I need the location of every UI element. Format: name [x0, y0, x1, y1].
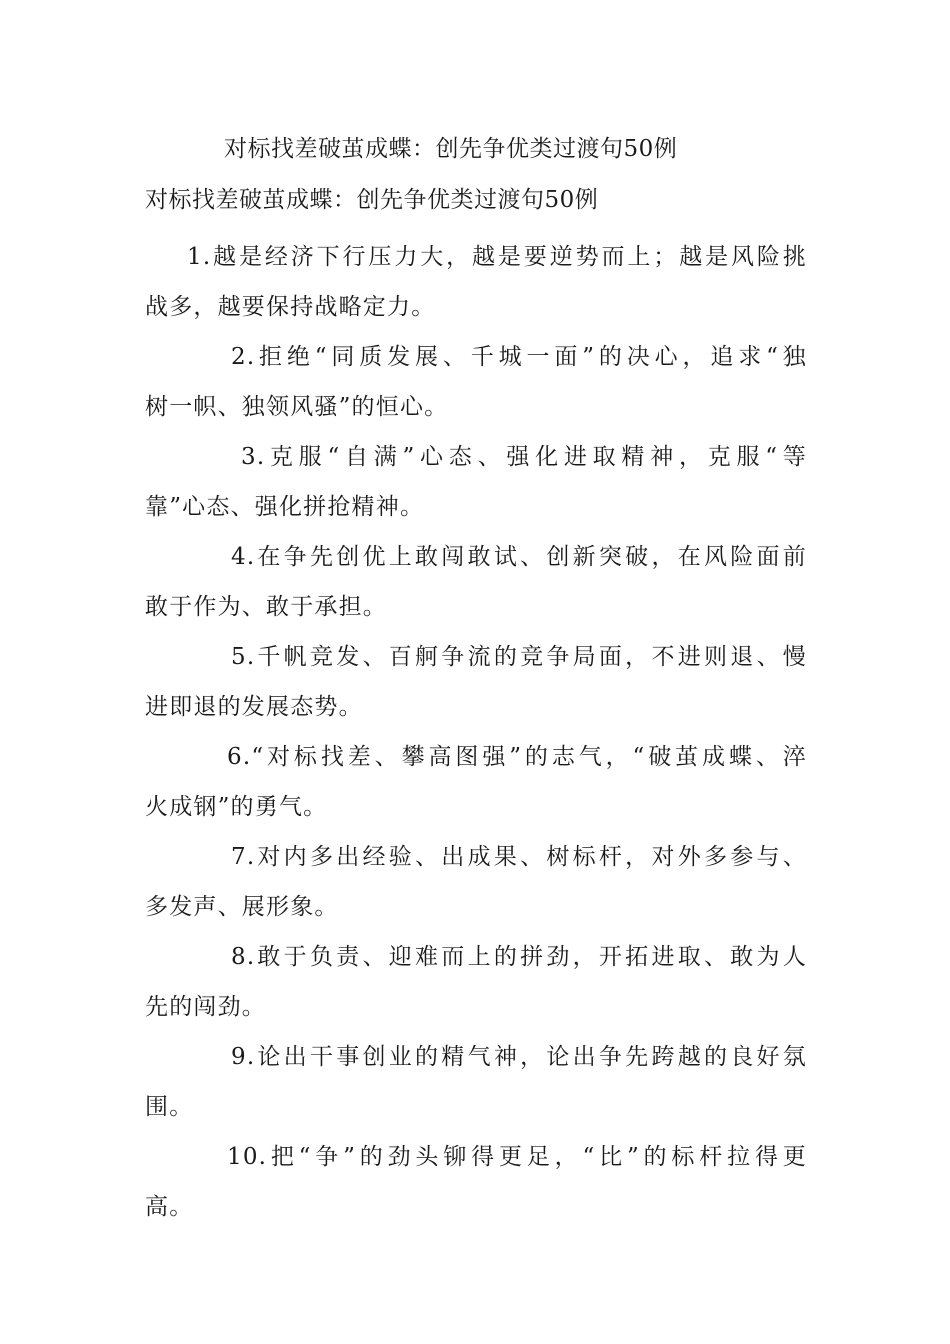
- item-line-1: 1.越是经济下行压力大，越是要逆势而上；越是风险挑: [187, 244, 807, 270]
- list-item: [145, 832, 807, 882]
- item-line-1: 8.敢于负责、迎难而上的拼劲，开拓进取、敢为人: [231, 944, 807, 970]
- list-item: [145, 682, 807, 732]
- list-item: [145, 932, 807, 982]
- item-line-1: 4.在争先创优上敢闯敢试、创新突破，在风险面前: [231, 544, 807, 570]
- list-item: [145, 282, 807, 332]
- item-line-1: 9.论出干事创业的精气神，论出争先跨越的良好氛: [231, 1044, 807, 1070]
- item-line-1: 5.千帆竞发、百舸争流的竞争局面，不进则退、慢: [231, 644, 807, 670]
- list-item: [145, 782, 807, 832]
- item-line-1: 2.拒绝“同质发展、千城一面”的决心，追求“独: [231, 344, 807, 370]
- list-item: [145, 582, 807, 632]
- list-item: [145, 482, 807, 532]
- list-item: [145, 1082, 807, 1132]
- list-item: [145, 1182, 807, 1232]
- item-line-1: 6.“对标找差、攀高图强”的志气，“破茧成蝶、淬: [227, 744, 807, 770]
- document-title: 对标找差破茧成蝶：创先争优类过渡句50例: [224, 136, 678, 162]
- item-line-1: 7.对内多出经验、出成果、树标杆，对外多参与、: [231, 844, 807, 870]
- item-line-2: 先的闯劲。: [145, 994, 266, 1020]
- list-item: [145, 1032, 807, 1082]
- item-line-2: 火成钢”的勇气。: [145, 794, 328, 820]
- item-line-1: 10.把“争”的劲头铆得更足，“比”的标杆拉得更: [227, 1144, 807, 1170]
- list-item: [145, 232, 807, 282]
- item-list: [145, 232, 807, 1232]
- list-item: [145, 532, 807, 582]
- item-line-2: 围。: [145, 1094, 194, 1120]
- document-subtitle: 对标找差破茧成蝶：创先争优类过渡句50例: [145, 187, 599, 213]
- list-item: [145, 332, 807, 382]
- item-line-2: 高。: [145, 1194, 194, 1220]
- item-line-1: 3.克服“自满”心态、强化进取精神，克服“等: [241, 444, 807, 470]
- list-item: [145, 432, 807, 482]
- item-line-2: 进即退的发展态势。: [145, 694, 363, 720]
- item-line-2: 战多，越要保持战略定力。: [145, 294, 436, 320]
- list-item: [145, 732, 807, 782]
- list-item: [145, 632, 807, 682]
- list-item: [145, 982, 807, 1032]
- list-item: [145, 382, 807, 432]
- item-line-2: 敢于作为、敢于承担。: [145, 594, 387, 620]
- item-line-2: 多发声、展形象。: [145, 894, 339, 920]
- list-item: [145, 1132, 807, 1182]
- item-line-2: 树一帜、独领风骚”的恒心。: [145, 394, 449, 420]
- item-line-2: 靠”心态、强化拼抢精神。: [145, 494, 425, 520]
- list-item: [145, 882, 807, 932]
